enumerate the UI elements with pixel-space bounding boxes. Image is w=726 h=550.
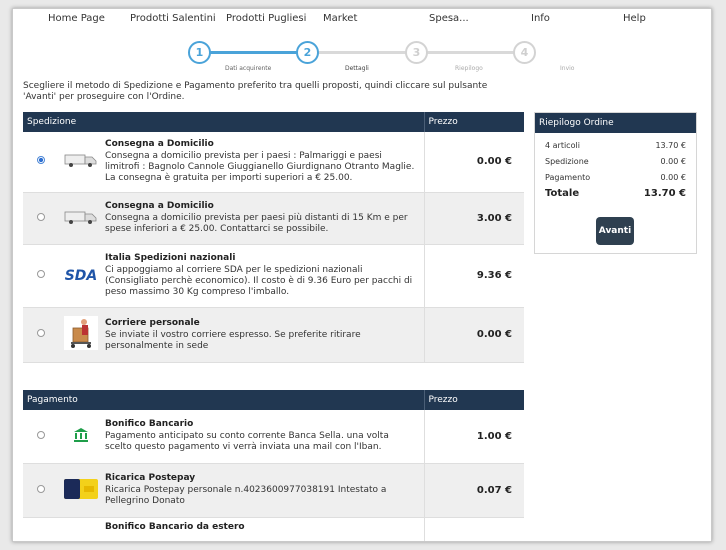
summary-row-payment [545,173,686,182]
sda-logo-icon [59,244,103,307]
summary-label: Spedizione [545,157,589,166]
shipping-option-title: Italia Spedizioni nazionali [105,253,236,263]
summary-total-value: 13.70 € [643,188,686,199]
step-connector [209,51,309,54]
payment-option-title: Bonifico Bancario da estero [105,521,245,532]
van-icon [59,192,103,244]
step-1-label: Dati acquirente [225,65,272,72]
shipping-radio-cell[interactable] [23,307,59,362]
payment-table [23,390,524,542]
shipping-radio-selected[interactable] [37,156,45,164]
shipping-radio[interactable] [37,213,45,221]
payment-option-row[interactable] [23,410,524,463]
payment-radio[interactable] [37,485,45,493]
step-3-label: Riepilogo [455,65,483,72]
step-1-circle: 1 [188,41,211,64]
checkout-page [12,8,712,542]
summary-value: 0.00 € [660,173,686,182]
van-icon [59,132,103,192]
shipping-radio[interactable] [37,329,45,337]
step-2-label: Dettagli [345,65,369,72]
step-4-label: Invio [560,65,575,72]
payment-radio-cell[interactable] [23,410,59,463]
sda-logo-text: SDA [64,267,98,284]
nav-prodotti-salentini[interactable]: Prodotti Salentini [130,13,216,24]
shipping-option-row[interactable] [23,307,524,362]
nav-help[interactable]: Help [623,13,646,24]
summary-value: 0.00 € [660,157,686,166]
shipping-option-price: 3.00 € [424,192,524,244]
nav-spesa[interactable]: Spesa... [429,13,469,24]
summary-header: Riepilogo Ordine [535,113,696,133]
shipping-option-row[interactable] [23,132,524,192]
step-connector [426,51,526,54]
shipping-option-row[interactable] [23,192,524,244]
bank-icon [59,410,103,463]
order-summary-panel [534,112,697,254]
payment-radio-cell[interactable] [23,517,59,542]
payment-option-desc: Ricarica Postepay personale n.4023600977038191 Intestato a Pellegrino Donato [105,485,387,506]
progress-steps [13,39,712,75]
step-connector [318,51,418,54]
nav-market[interactable]: Market [323,13,358,24]
payment-option-title: Ricarica Postepay [105,473,196,483]
nav-home-page[interactable]: Home Page [48,13,105,24]
shipping-table [23,112,524,363]
instructions-text: Scegliere il metodo di Spedizione e Pagamento preferito tra quelli proposti, quindi cliccare sul pulsante 'Avanti' per proseguire con l'Ordine. [23,81,488,102]
summary-row-items [545,141,686,150]
shipping-option-price: 0.00 € [424,307,524,362]
nav-info[interactable]: Info [531,13,550,24]
step-3-circle: 3 [405,41,428,64]
summary-row-total [545,188,686,199]
payment-option-row[interactable] [23,463,524,517]
shipping-option-title: Consegna a Domicilio [105,201,214,211]
shipping-option-title: Corriere personale [105,317,200,328]
summary-label: 4 articoli [545,141,580,150]
payment-header: Pagamento [23,390,424,410]
payment-option-desc: Pagamento anticipato su conto corrente Banca Sella. una volta scelto questo pagamento vi verrà inviata una mail con l'Iban. [105,431,389,453]
summary-label: Pagamento [545,173,591,182]
shipping-price-header: Prezzo [424,112,524,132]
shipping-option-desc: Consegna a domicilio prevista per i paesi : Palmariggi e paesi limitrofi : Bagnolo Cannole Giuggianello Giurdignano Otranto Maglie. La consegna è gratuita per importi superiori a € 25.00. [105,151,415,184]
shipping-radio[interactable] [37,270,45,278]
payment-price-header: Prezzo [424,390,524,410]
shipping-option-desc: Consegna a domicilio prevista per paesi più distanti di 15 Km e per spese inferiori a € 25.00. Contattarci se possibile. [105,213,408,234]
shipping-option-price: 0.00 € [424,132,524,192]
payment-radio-cell[interactable] [23,463,59,517]
shipping-radio-cell[interactable] [23,244,59,307]
summary-total-label: Totale [545,188,580,199]
shipping-radio-cell[interactable] [23,192,59,244]
shipping-header: Spedizione [23,112,424,132]
avanti-button[interactable]: Avanti [596,217,634,245]
summary-value: 13.70 € [655,141,686,150]
shipping-option-price: 9.36 € [424,244,524,307]
summary-row-shipping [545,157,686,166]
courier-icon [59,307,103,362]
step-4-circle: 4 [513,41,536,64]
top-navigation [13,13,712,35]
shipping-option-desc: Se inviate il vostro corriere espresso. Se preferite ritirare personalmente in sede [105,329,361,351]
payment-option-row[interactable] [23,517,524,542]
shipping-option-desc: Ci appoggiamo al corriere SDA per le spedizioni nazionali (Consigliato perchè economico). Il costo è di 9.36 Euro per pacchi di peso massimo 30 Kg compreso l'imballo. [105,265,413,297]
payment-option-price: 1.00 € [424,410,524,463]
nav-prodotti-pugliesi[interactable]: Prodotti Pugliesi [226,13,307,24]
shipping-radio-cell[interactable] [23,132,59,192]
payment-option-title: Bonifico Bancario [105,419,194,430]
shipping-option-title: Consegna a Domicilio [105,139,214,150]
payment-option-price: 0.07 € [424,463,524,517]
postepay-card-icon [59,463,103,517]
shipping-option-row[interactable] [23,244,524,307]
step-2-circle: 2 [296,41,319,64]
payment-radio[interactable] [37,431,45,439]
